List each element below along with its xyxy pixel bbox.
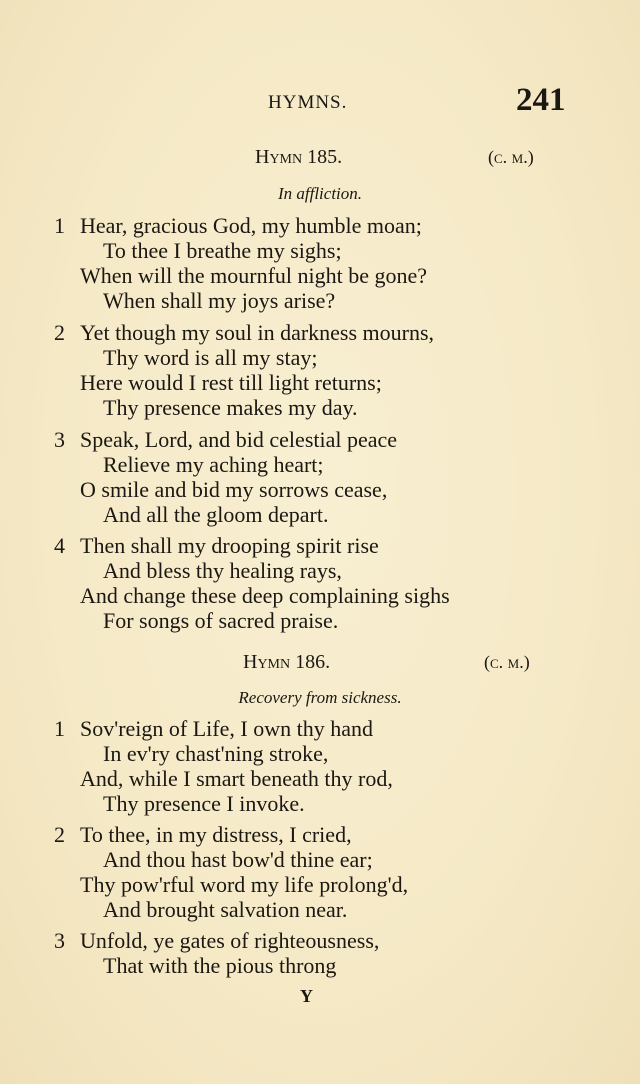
verse-line: Speak, Lord, and bid celestial peace <box>80 427 398 452</box>
verse-line: Then shall my drooping spirit rise <box>80 533 379 558</box>
verse-line: For songs of sacred praise. <box>103 608 339 633</box>
verse-line: Sov'reign of Life, I own thy hand <box>80 716 373 741</box>
verse-line: To thee I breathe my sighs; <box>103 238 342 263</box>
hymn-186-subtitle: Recovery from sickness. <box>238 688 402 707</box>
verse-line: And bless thy healing rays, <box>103 558 342 583</box>
stanza-number: 3 <box>54 427 65 452</box>
verse-line: Hear, gracious God, my humble moan; <box>80 213 422 238</box>
verse-line: Thy presence I invoke. <box>103 791 305 816</box>
verse-line: Relieve my aching heart; <box>103 452 324 477</box>
hymn-186-title: Hymn 186. <box>243 651 331 673</box>
verse-line: Thy word is all my stay; <box>103 345 318 370</box>
hymn-185-meter: (c. m.) <box>488 147 534 167</box>
verse-line: When will the mournful night be gone? <box>80 263 428 288</box>
stanza-number: 2 <box>54 320 65 345</box>
verse-line: And all the gloom depart. <box>103 502 329 527</box>
stanza-number: 1 <box>54 213 65 238</box>
verse-line: When shall my joys arise? <box>103 288 336 313</box>
verse-line: Yet though my soul in darkness mourns, <box>80 320 435 345</box>
stanza-number: 3 <box>54 928 65 953</box>
hymn-185-subtitle: In affliction. <box>277 184 363 203</box>
verse-line: And brought salvation near. <box>103 897 348 922</box>
verse-line: Thy pow'rful word my life prolong'd, <box>80 872 409 897</box>
verse-line: And change these deep complaining sighs <box>80 583 450 608</box>
verse-line: Thy presence makes my day. <box>103 395 358 420</box>
stanza-number: 4 <box>54 533 65 558</box>
hymn-185-title: Hymn 185. <box>255 146 343 168</box>
verse-line: That with the pious throng <box>103 953 337 978</box>
hymn-186-meter: (c. m.) <box>484 652 530 672</box>
verse-line: Unfold, ye gates of righteousness, <box>80 928 380 953</box>
verse-line: And, while I smart beneath thy rod, <box>80 766 393 791</box>
verse-line: O smile and bid my sorrows cease, <box>80 477 388 502</box>
verse-line: Here would I rest till light returns; <box>80 370 382 395</box>
signature-mark: Y <box>300 986 313 1006</box>
verse-line: And thou hast bow'd thine ear; <box>103 847 373 872</box>
page-number: 241 <box>516 82 566 118</box>
verse-line: To thee, in my distress, I cried, <box>80 822 352 847</box>
stanza-number: 1 <box>54 716 65 741</box>
verse-line: In ev'ry chast'ning stroke, <box>103 741 329 766</box>
stanza-number: 2 <box>54 822 65 847</box>
running-head: HYMNS. <box>268 92 348 113</box>
